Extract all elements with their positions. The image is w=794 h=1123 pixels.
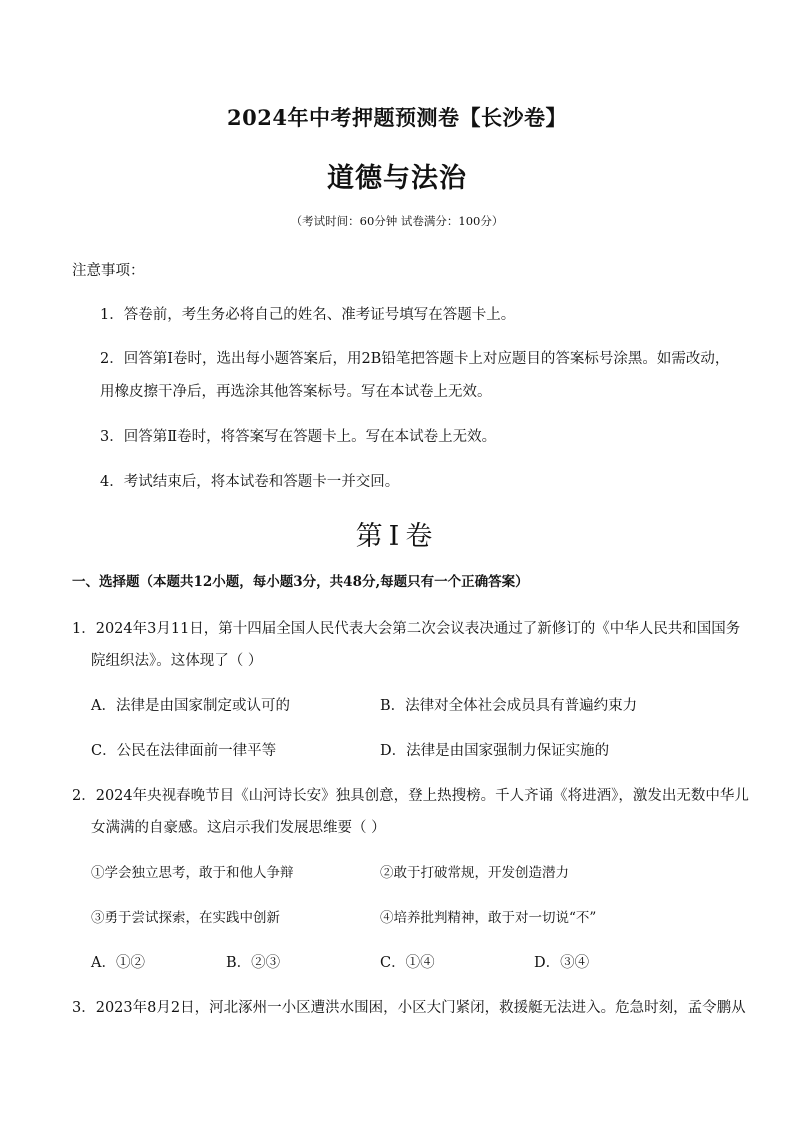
subject-title: 道德与法治 xyxy=(327,163,467,194)
question-1-line-2: 院组织法》。这体现了（ ） xyxy=(91,653,263,669)
section-title: 第Ⅰ卷 xyxy=(355,521,439,552)
note-item-1: 1．答卷前，考生务必将自己的姓名、准考证号填写在答题卡上。 xyxy=(100,307,516,323)
note-item-4: 4．考试结束后，将本试卷和答题卡一并交回。 xyxy=(100,474,400,490)
q2-option-a: A．①② xyxy=(91,955,145,971)
question-1-line-1: 1．2024年3月11日，第十四届全国人民代表大会第二次会议表决通过了新修订的《中华人民共和国国务 xyxy=(72,621,741,637)
note-item-2-cont: 用橡皮擦干净后，再选涂其他答案标号。写在本试卷上无效。 xyxy=(100,384,492,400)
notes-heading: 注意事项： xyxy=(72,263,145,279)
q2-statement-3: ③勇于尝试探索，在实践中创新 xyxy=(91,910,280,926)
q1-option-a: A．法律是由国家制定或认可的 xyxy=(91,698,290,714)
part-heading: 一、选择题（本题共12小题，每小题3分，共48分,每题只有一个正确答案） xyxy=(72,574,529,590)
q1-option-d: D．法律是由国家强制力保证实施的 xyxy=(380,743,610,759)
q1-option-b: B．法律对全体社会成员具有普遍约束力 xyxy=(380,698,638,714)
q1-option-c: C．公民在法律面前一律平等 xyxy=(91,743,277,759)
question-2-line-1: 2．2024年央视春晚节目《山河诗长安》独具创意，登上热搜榜。千人齐诵《将进酒》，激发出无数中华儿 xyxy=(72,788,749,804)
q2-option-b: B．②③ xyxy=(226,955,281,971)
paper-title: 2024年中考押题预测卷【长沙卷】 xyxy=(227,105,567,130)
q2-statement-2: ②敢于打破常规，开发创造潜力 xyxy=(380,865,569,881)
question-3-line-1: 3．2023年8月2日，河北涿州一小区遭洪水围困，小区大门紧闭，救援艇无法进入。危急时刻，孟令鹏从 xyxy=(72,1000,746,1016)
q2-statement-1: ①学会独立思考，敢于和他人争辩 xyxy=(91,865,294,881)
q2-statement-4: ④培养批判精神，敢于对一切说“不” xyxy=(380,910,597,926)
question-2-line-2: 女满满的自豪感。这启示我们发展思维要（ ） xyxy=(91,820,386,836)
q2-option-d: D．③④ xyxy=(534,955,590,971)
exam-info: （考试时间：60分钟 试卷满分：100分） xyxy=(290,214,504,228)
q2-option-c: C．①④ xyxy=(380,955,435,971)
note-item-3: 3．回答第Ⅱ卷时，将答案写在答题卡上。写在本试卷上无效。 xyxy=(100,429,497,445)
note-item-2: 2．回答第Ⅰ卷时，选出每小题答案后，用2B铅笔把答题卡上对应题目的答案标号涂黑。如需改动， xyxy=(100,351,730,367)
